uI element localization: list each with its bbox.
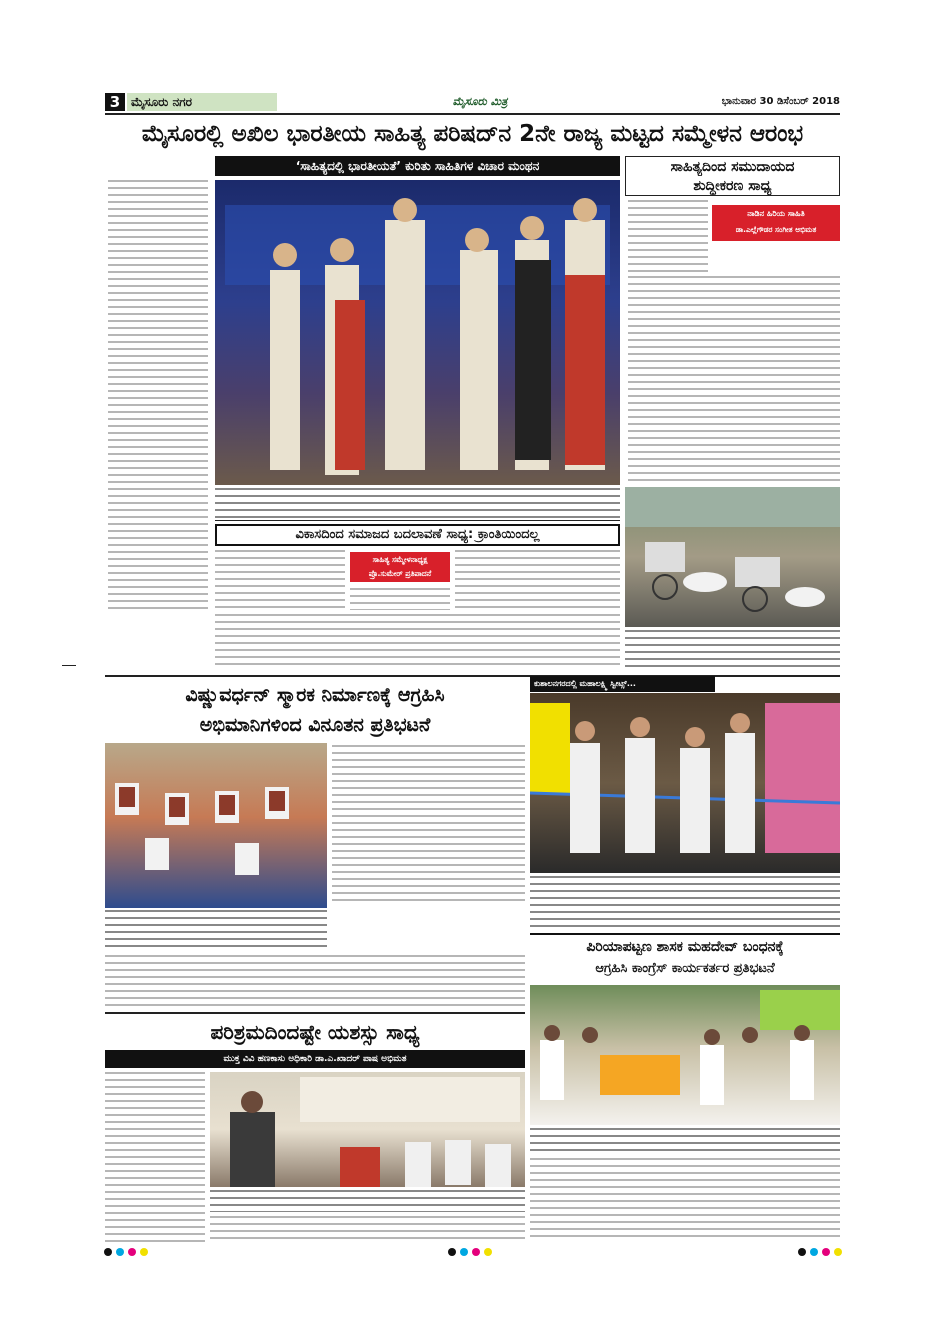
paper-name: ಮೈಸೂರು ಮಿತ್ರ	[452, 95, 508, 108]
vishnu-photo	[105, 743, 327, 908]
mahalakshmi-photo	[530, 693, 840, 873]
sidebar-body-intro	[628, 200, 708, 272]
vishnu-headline-line1: ವಿಷ್ಣುವರ್ಧನ್ ಸ್ಮಾರಕ ನಿರ್ಮಾಣಕ್ಕೆ ಆಗ್ರಹಿಸಿ	[185, 684, 445, 706]
mahalakshmi-kicker-text: ಕುಶಾಲನಗರದಲ್ಲಿ ಮಹಾಲಕ್ಷ್ಮಿ ಸ್ವೀಟ್ಸ್...	[534, 679, 636, 688]
sidebar-headline-line2: ಶುದ್ಧೀಕರಣ ಸಾಧ್ಯ	[693, 178, 772, 194]
section-divider-mid	[105, 675, 840, 677]
success-body-right	[210, 1216, 525, 1242]
success-photo	[210, 1072, 525, 1187]
lead-photo-caption	[215, 488, 620, 518]
protest-photo-caption	[530, 1128, 840, 1156]
protest-photo	[530, 985, 840, 1125]
mahalakshmi-photo-caption	[530, 876, 840, 928]
success-headline: ಪರಿಶ್ರಮದಿಂದಷ್ಟೇ ಯಶಸ್ಸು ಸಾಧ್ಯ	[210, 1020, 420, 1044]
sidebar-body	[628, 276, 840, 482]
story-two-col4	[215, 614, 620, 670]
reg-dot	[822, 1248, 830, 1256]
margin-mark	[62, 665, 76, 666]
vishnu-body-bottom	[105, 955, 525, 1010]
reg-dot	[116, 1248, 124, 1256]
success-photo-illustration	[210, 1072, 525, 1187]
reg-dot	[798, 1248, 806, 1256]
sidebar-headline-line1: ಸಾಹಿತ್ಯದಿಂದ ಸಮುದಾಯದ	[670, 159, 795, 175]
success-top-rule	[105, 1012, 525, 1014]
story-two-kicker	[350, 552, 450, 582]
reg-dot	[484, 1248, 492, 1256]
vishnu-photo-illustration	[105, 743, 327, 908]
protest-headline-line2: ಆಗ್ರಹಿಸಿ ಕಾಂಗ್ರೆಸ್ ಕಾರ್ಯಕರ್ತರ ಪ್ರತಿಭಟನೆ	[595, 961, 775, 976]
vishnu-body-right	[332, 745, 525, 905]
reg-dot	[834, 1248, 842, 1256]
section-label: ಮೈಸೂರು ನಗರ	[127, 93, 277, 111]
page-number: 3	[105, 93, 125, 111]
reg-dot	[128, 1248, 136, 1256]
masthead-rule	[105, 113, 840, 115]
lead-body-column	[108, 180, 208, 612]
reg-dot	[810, 1248, 818, 1256]
mahalakshmi-photo-illustration	[530, 693, 840, 873]
vishnu-headline-line2: ಅಭಿಮಾನಿಗಳಿಂದ ವಿನೂತನ ಪ್ರತಿಭಟನೆ	[199, 714, 431, 736]
story-two-col3	[455, 550, 620, 610]
lead-photo	[215, 180, 620, 485]
lead-photo-illustration	[215, 180, 620, 485]
sidebar-kicker	[712, 205, 840, 241]
story-two-col2	[350, 588, 450, 610]
story-two-kicker-line2: ಪ್ರೊ.ಸುಮೇರ್ ಪ್ರತಿಪಾದನೆ	[368, 569, 432, 578]
protest-headline-line1: ಪಿರಿಯಾಪಟ್ಟಣ ಶಾಸಕ ಮಹದೇವ್ ಬಂಧನಕ್ಕೆ	[586, 939, 784, 955]
vishnu-photo-caption	[105, 910, 327, 948]
sidebar-photo-illustration	[625, 487, 840, 627]
sidebar-kicker-line2: ಡಾ.ಎಲ್ಲೆಗೌಡರ ಸಂಗೀತ ಅಭಿಮತ	[735, 225, 817, 234]
sidebar-kicker-line1: ನಾಡಿನ ಹಿರಿಯ ಸಾಹಿತಿ	[747, 209, 805, 218]
reg-dot	[448, 1248, 456, 1256]
protest-photo-illustration	[530, 985, 840, 1125]
reg-dot	[472, 1248, 480, 1256]
story-two-headline: ವಿಕಾಸದಿಂದ ಸಮಾಜದ ಬದಲಾವಣೆ ಸಾಧ್ಯ: ಕ್ರಾಂತಿಯಿಂದಲ್ಲ	[295, 527, 540, 542]
lead-subheadline: ‘ಸಾಹಿತ್ಯದಲ್ಲಿ ಭಾರತೀಯತೆ’ ಕುರಿತು ಸಾಹಿತಿಗಳ ವಿಚಾರ ಮಂಥನ	[295, 159, 540, 173]
reg-dot	[104, 1248, 112, 1256]
reg-dot	[140, 1248, 148, 1256]
masthead	[105, 92, 840, 112]
lead-headline: ಮೈಸೂರಲ್ಲಿ ಅಖಿಲ ಭಾರತೀಯ ಸಾಹಿತ್ಯ ಪರಿಷದ್‌ನ 2ನೇ ರಾಜ್ಯ ಮಟ್ಟದ ಸಮ್ಮೇಳನ ಆರಂಭ	[141, 121, 804, 147]
story-two-kicker-line1: ಸಾಹಿತ್ಯ ಸಮ್ಮೇಳನಾಧ್ಯಕ್ಷ	[372, 555, 428, 564]
success-photo-caption	[210, 1190, 525, 1212]
success-subheadline: ಮುಕ್ತ ವಿವಿ ಹಣಕಾಸು ಅಧಿಕಾರಿ ಡಾ.ಎ.ಖಾದರ್ ಪಾಷ ಅಭಿಮತ	[223, 1054, 407, 1064]
issue-date: ಭಾನುವಾರ 30 ಡಿಸೆಂಬರ್ 2018	[721, 96, 840, 107]
sidebar-photo-caption	[625, 630, 840, 670]
reg-dot	[460, 1248, 468, 1256]
lead-divider	[215, 520, 620, 521]
protest-body	[530, 1158, 840, 1242]
success-body-left	[105, 1072, 205, 1242]
sidebar-photo-procession	[625, 487, 840, 627]
story-two-col1	[215, 550, 345, 610]
